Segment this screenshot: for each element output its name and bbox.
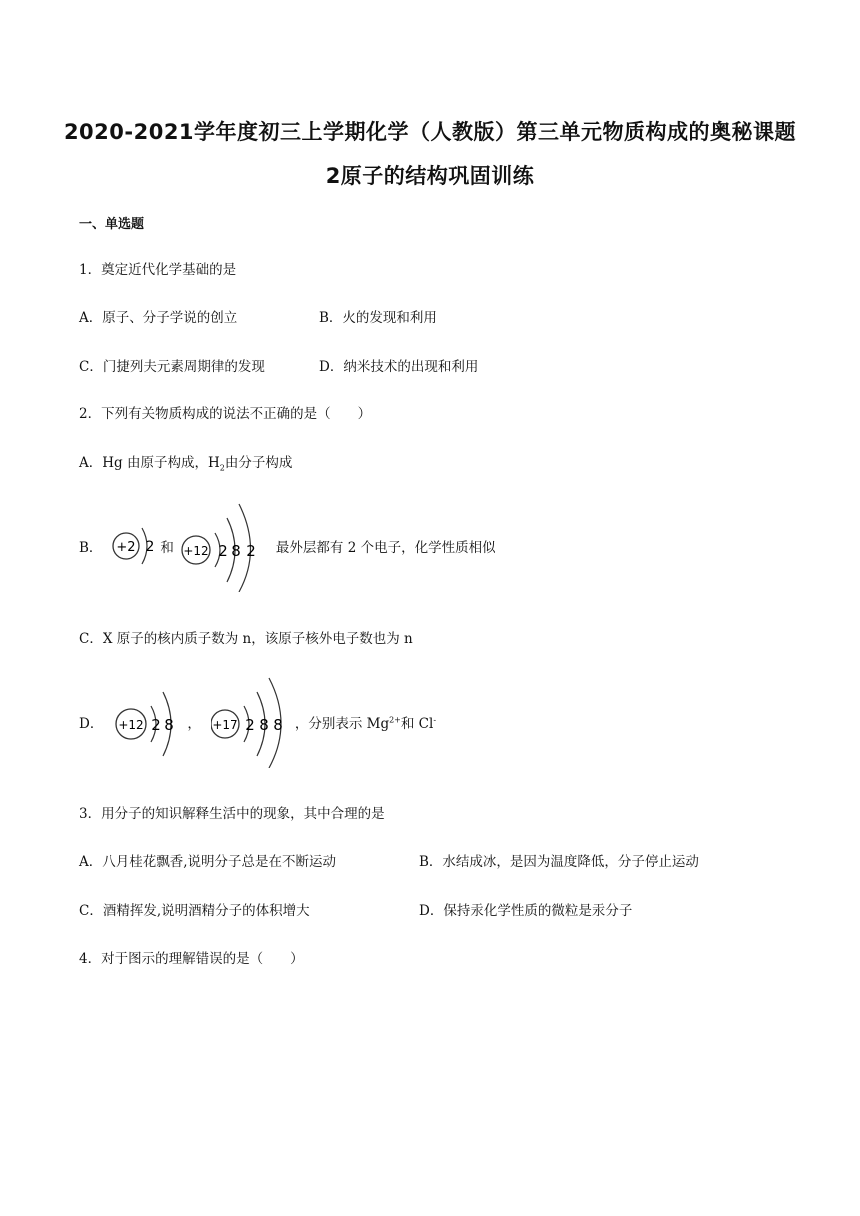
shell-electrons: 2 xyxy=(145,539,155,555)
q1-option-d: D．纳米技术的出现和利用 xyxy=(319,359,479,375)
shell-electrons: 8 xyxy=(231,542,241,560)
document-title-line1: 2020-2021学年度初三上学期化学（人教版）第三单元物质构成的奥秘课题 xyxy=(63,120,797,144)
q2-option-a-text-end: 由分子构成 xyxy=(224,455,293,471)
atom-diagram-he xyxy=(110,500,160,592)
q1-option-c: C．门捷列夫元素周期律的发现 xyxy=(79,359,265,375)
nucleus-charge: +2 xyxy=(116,540,137,555)
q2-option-d-text-pre: ，分别表示 Mg xyxy=(294,716,390,732)
q2-option-b-and: 和 xyxy=(160,540,174,556)
atom-diagram-mg-ion xyxy=(111,676,181,768)
shell-electrons: 2 xyxy=(245,716,255,734)
q3-option-b: B．水结成冰，是因为温度降低，分子停止运动 xyxy=(419,854,699,870)
subscript: 2 xyxy=(219,463,225,473)
q2-option-b xyxy=(79,500,496,592)
q2-stem: 2．下列有关物质构成的说法不正确的是（ ） xyxy=(79,406,372,422)
section-heading: 一、单选题 xyxy=(79,217,145,232)
nucleus-charge: +12 xyxy=(183,544,209,558)
q2-option-d-text xyxy=(295,712,436,732)
q2-option-c: C．X 原子的核内质子数为 n，该原子核外电子数也为 n xyxy=(79,631,413,647)
superscript: 2+ xyxy=(389,715,401,725)
shell-electrons: 2 xyxy=(246,542,256,560)
shell-electrons: 8 xyxy=(273,716,283,734)
q1-option-b: B．火的发现和利用 xyxy=(319,310,437,326)
q3-option-c: C．酒精挥发,说明酒精分子的体积增大 xyxy=(79,903,310,919)
q2-option-d-comma: ， xyxy=(187,716,201,732)
nucleus-charge: +12 xyxy=(118,718,144,732)
atom-diagram-mg xyxy=(180,500,272,592)
q2-option-a-text: A．Hg 由原子构成，H xyxy=(79,455,220,471)
atom-diagram-cl-ion xyxy=(211,676,295,768)
q3-option-a: A．八月桂花飘香,说明分子总是在不断运动 xyxy=(79,854,337,870)
document-title-line2: 2原子的结构巩固训练 xyxy=(325,164,535,188)
shell-electrons: 8 xyxy=(164,716,175,734)
shell-electrons: 8 xyxy=(259,716,269,734)
superscript: - xyxy=(433,715,437,725)
q1-stem: 1．奠定近代化学基础的是 xyxy=(79,262,237,278)
q3-stem: 3．用分子的知识解释生活中的现象，其中合理的是 xyxy=(79,806,385,822)
q4-stem: 4．对于图示的理解错误的是（ ） xyxy=(79,951,304,967)
shell-electrons: 2 xyxy=(218,542,228,560)
q2-option-b-label: B． xyxy=(79,540,103,556)
q2-option-d-label: D． xyxy=(79,716,104,732)
q3-option-d: D．保持汞化学性质的微粒是汞分子 xyxy=(419,903,633,919)
q2-option-a xyxy=(79,451,292,473)
q2-option-d xyxy=(79,676,436,768)
q2-option-d-text-mid: 和 Cl xyxy=(400,716,434,732)
q2-option-b-text: 最外层都有 2 个电子，化学性质相似 xyxy=(275,540,496,556)
nucleus-charge: +17 xyxy=(212,718,238,732)
q1-option-a: A．原子、分子学说的创立 xyxy=(79,310,238,326)
shell-electrons: 2 xyxy=(151,716,162,734)
